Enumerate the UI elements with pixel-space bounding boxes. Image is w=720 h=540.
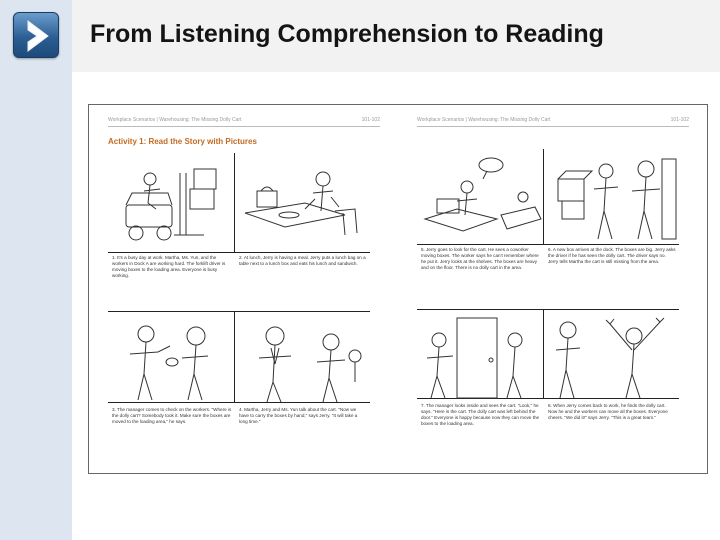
- cheer-illustration: [544, 310, 679, 400]
- meeting-illustration: [235, 312, 370, 404]
- page-number: 101-102: [670, 117, 689, 123]
- page-header-title: Workplace Scenarios | Warehousing: The Missing Dolly Cart: [417, 117, 551, 123]
- slide-title: From Listening Comprehension to Reading: [90, 20, 604, 48]
- lunch-illustration: [235, 153, 370, 253]
- story-panel-4: [235, 311, 370, 403]
- story-caption-5: 5. Jerry goes to look for the cart. He sees a coworker moving boxes. The worker says he can't remember where he put it. Jerry looks at the shelves. The boxes are heavy and on the floor. There is no dolly cart in the area.: [421, 247, 539, 271]
- worksheet-page-left: [98, 113, 390, 465]
- story-panel-3: [108, 311, 235, 403]
- page-header-title: Workplace Scenarios | Warehousing: The Missing Dolly Cart: [108, 117, 242, 123]
- pointing-illustration: [108, 312, 235, 404]
- story-caption-4: 4. Martha, Jerry and Ms. Yun talk about the cart. "Now we have to carry the boxes by hand," says Jerry. "It will take a long time.": [239, 407, 358, 425]
- story-panel-5: [417, 149, 544, 245]
- story-panel-6: [544, 149, 679, 245]
- chevron-right-icon: [14, 13, 60, 59]
- story-panel-2: [235, 153, 370, 253]
- worksheet-page-right: [407, 113, 699, 465]
- story-caption-2: 2. At lunch, Jerry is having a meal. Jerry puts a lunch bag on a table next to a lunch box and eats his lunch and sandwich.: [239, 255, 366, 267]
- story-caption-7: 7. The manager looks inside and sees the cart. "Look," he says. "Here is the cart. The dolly cart was left behind the door." Everyone is happy because now they can move the boxes to the loading area.: [421, 403, 540, 427]
- next-slide-button[interactable]: [13, 12, 59, 58]
- worksheet-image: [88, 104, 708, 474]
- story-panel-7: [417, 309, 544, 399]
- sidebar: [0, 0, 72, 540]
- story-caption-8: 8. When Jerry comes back to work, he finds the dolly cart. Now he and the workers can move all the boxes. Everyone cheers. "We did it!" says Jerry. "This is a great team.": [548, 403, 668, 421]
- story-panel-1: [108, 153, 235, 253]
- box-talk-illustration: [417, 149, 544, 245]
- page-number: 101-102: [361, 117, 380, 123]
- door-illustration: [417, 310, 544, 400]
- forklift-illustration: [108, 153, 235, 253]
- story-panel-8: [544, 309, 679, 399]
- page-header: [108, 117, 380, 127]
- story-caption-6: 6. A new box arrives at the dock. The boxes are big. Jerry asks the driver if he has seen the dolly cart. The driver says no. Jerry tells Martha the cart is still missing from the area.: [548, 247, 676, 265]
- story-caption-3: 3. The manager comes to check on the workers. "Where is the dolly cart? Somebody took it. Make sure the boxes are moved to the loading area," he says.: [112, 407, 232, 425]
- activity-title: Activity 1: Read the Story with Pictures: [108, 137, 257, 146]
- delivery-illustration: [544, 149, 679, 245]
- page-header: [417, 117, 689, 127]
- story-caption-1: 1. It's a busy day at work. Martha, Ms. Yun, and the workers in Dock A are working hard. The forklift driver is moving boxes to the loading area. Everyone is busy working.: [112, 255, 226, 279]
